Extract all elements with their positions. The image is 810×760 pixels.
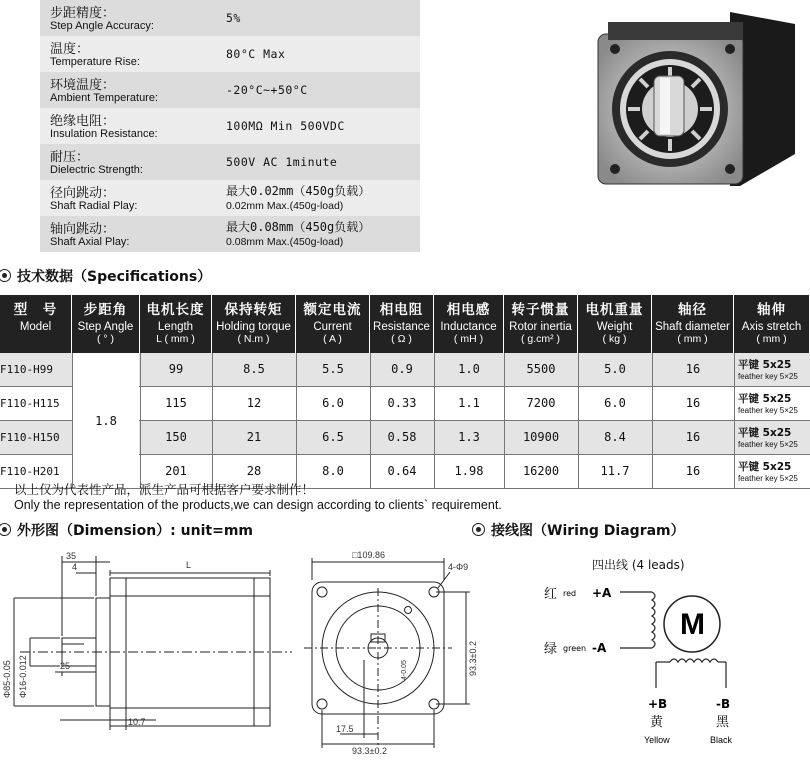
spec-value: 100MΩ Min 500VDC <box>226 119 345 133</box>
cell-step-angle: 1.8 <box>73 353 139 488</box>
header-unit: ( ° ) <box>96 333 115 345</box>
note-en: Only the representation of the products,we can design according to clients` requirement. <box>14 498 502 512</box>
grid-line <box>296 353 297 489</box>
spec-label-cn: 步距精度： <box>50 6 116 21</box>
header-cn: 相电感 <box>446 302 491 317</box>
spec-label-en: Temperature Rise: <box>50 56 140 68</box>
column-header <box>140 295 212 353</box>
grid-line <box>504 353 505 489</box>
red-cn: 红 <box>544 587 558 602</box>
spec-label-cn: 轴向跳动： <box>50 222 116 237</box>
column-header <box>504 295 578 353</box>
header-cn: 型 号 <box>13 302 58 317</box>
header-unit: ( g.cm² ) <box>520 333 561 345</box>
header-unit: L ( mm ) <box>156 333 195 345</box>
black-cn: 黑 <box>716 715 730 730</box>
cell-resistance: 0.64 <box>387 464 417 478</box>
spec-label-en: Insulation Resistance: <box>50 128 158 140</box>
header-cn: 轴伸 <box>757 302 786 317</box>
a-minus: -A <box>592 641 607 655</box>
dimension-title: 外形图（Dimension）: unit=mm <box>0 520 253 540</box>
cell-axis-stretch <box>734 455 810 488</box>
spec-value: 500V AC 1minute <box>226 155 338 169</box>
column-header <box>0 295 72 353</box>
header-en: Resistance <box>373 321 430 333</box>
key-en: feather key 5×25 <box>738 474 798 483</box>
spec-value-en: 0.02mm Max.(450g-load) <box>226 200 344 212</box>
spec-label-cn: 环境温度： <box>50 78 116 93</box>
dim-d16: Φ16-0.012 <box>18 655 28 698</box>
general-spec-row <box>40 180 420 216</box>
cell-axis-stretch <box>734 421 810 454</box>
column-header <box>652 295 734 353</box>
side-view-drawing <box>0 548 300 760</box>
green-en: green <box>563 644 587 653</box>
yellow-cn: 黄 <box>650 715 664 730</box>
cell-torque: 21 <box>246 430 262 444</box>
cell-shaft: 16 <box>685 464 701 478</box>
cell-shaft: 16 <box>685 430 701 444</box>
cell-model: F110-H150 <box>0 431 60 444</box>
wiring-subtitle: 四出线 (4 leads) <box>592 558 685 572</box>
a-plus: +A <box>592 586 612 600</box>
motor-symbol: M <box>680 608 705 641</box>
header-unit: ( kg ) <box>602 333 627 345</box>
header-en: Inductance <box>440 321 497 333</box>
header-cn: 相电阻 <box>379 302 424 317</box>
key-cn: 平键 5x25 <box>738 427 792 439</box>
spec-value: 80°C Max <box>226 47 286 61</box>
header-en: Shaft diameter <box>655 321 730 333</box>
cell-inertia: 7200 <box>526 396 556 410</box>
column-header <box>296 295 370 353</box>
spec-value-en: 0.08mm Max.(450g-load) <box>226 236 344 248</box>
spec-value: 最大0.02mm（450g负载） <box>226 184 371 198</box>
header-unit: ( mH ) <box>453 333 484 345</box>
dim-93-h: 93.3±0.2 <box>352 746 387 756</box>
spec-label-cn: 径向跳动： <box>50 186 116 201</box>
front-view-drawing <box>300 548 490 760</box>
grid-line <box>578 353 579 489</box>
key-cn: 平键 5x25 <box>738 393 792 405</box>
dim-holes: 4-Φ9 <box>448 562 469 572</box>
black-en: Black <box>710 735 733 745</box>
cell-current: 5.5 <box>322 362 344 376</box>
dim-93-v: 93.3±0.2 <box>468 641 478 676</box>
spec-value: 最大0.08mm（450g负载） <box>226 220 371 234</box>
cell-model: F110-H115 <box>0 397 60 410</box>
spec-label-cn: 耐压： <box>50 150 90 165</box>
spec-label-en: Shaft Radial Play: <box>50 200 138 212</box>
cell-current: 8.0 <box>322 464 344 478</box>
cell-resistance: 0.9 <box>391 362 413 376</box>
header-en: Rotor inertia <box>509 321 572 333</box>
dim-25: 25 <box>60 661 71 671</box>
cell-weight: 11.7 <box>600 464 630 478</box>
cell-torque: 8.5 <box>243 362 265 376</box>
column-header <box>434 295 504 353</box>
column-header <box>370 295 434 353</box>
header-unit: ( mm ) <box>677 333 708 345</box>
grid-line <box>140 353 141 489</box>
header-cn: 步距角 <box>83 302 128 317</box>
header-en: Holding torque <box>216 321 291 333</box>
header-en: Length <box>157 321 194 333</box>
grid-line <box>212 353 213 489</box>
dim-keyway: 4-0.05 <box>401 660 408 680</box>
grid-line <box>734 353 735 489</box>
cell-length: 99 <box>168 362 184 376</box>
cell-inductance: 1.1 <box>458 396 480 410</box>
header-cn: 保持转矩 <box>224 302 283 317</box>
grid-line <box>652 353 653 489</box>
header-cn: 额定电流 <box>303 302 362 317</box>
red-en: red <box>563 589 577 598</box>
spec-label-en: Dielectric Strength: <box>50 164 143 176</box>
column-header <box>72 295 140 353</box>
header-en: Axis stretch <box>741 321 802 333</box>
cell-inertia: 5500 <box>526 362 556 376</box>
cell-inductance: 1.98 <box>454 464 484 478</box>
key-cn: 平键 5x25 <box>738 461 792 473</box>
dim-4: 4 <box>72 562 78 572</box>
header-en: Current <box>313 321 352 333</box>
bullet-icon <box>0 523 11 536</box>
cell-inertia: 10900 <box>522 430 560 444</box>
cell-weight: 6.0 <box>604 396 626 410</box>
header-unit: ( N.m ) <box>237 333 270 345</box>
general-spec-row <box>40 216 420 252</box>
general-spec-row <box>40 36 420 72</box>
key-en: feather key 5×25 <box>738 440 798 449</box>
cell-model: F110-H201 <box>0 465 60 478</box>
spec-label-en: Ambient Temperature: <box>50 92 159 104</box>
spec-section-title: 技术数据（Specifications） <box>0 266 211 286</box>
b-plus: +B <box>648 697 668 711</box>
cell-length: 201 <box>165 464 187 478</box>
cell-inductance: 1.0 <box>458 362 480 376</box>
column-header <box>212 295 296 353</box>
cell-axis-stretch <box>734 353 810 386</box>
dim-square: □109.86 <box>352 550 385 560</box>
header-en: Weight <box>596 321 633 333</box>
dim-17-5: 17.5 <box>336 724 354 734</box>
column-header <box>578 295 652 353</box>
dim-35: 35 <box>66 551 77 561</box>
spec-label-en: Shaft Axial Play: <box>50 236 130 248</box>
cell-model: F110-H99 <box>0 363 53 376</box>
header-en: Step Angle <box>77 321 134 333</box>
header-unit: ( Ω ) <box>391 333 412 345</box>
b-minus: -B <box>716 697 731 711</box>
cell-axis-stretch <box>734 387 810 420</box>
wiring-title: 接线图（Wiring Diagram） <box>472 520 685 540</box>
cell-weight: 8.4 <box>604 430 626 444</box>
general-spec-row <box>40 144 420 180</box>
motor-photo <box>590 4 800 190</box>
header-cn: 轴径 <box>678 302 707 317</box>
cell-torque: 28 <box>246 464 262 478</box>
header-en: Model <box>19 321 52 333</box>
header-cn: 电机长度 <box>146 302 205 317</box>
general-spec-row <box>40 72 420 108</box>
key-cn: 平键 5x25 <box>738 359 792 371</box>
spec-value: -20°C~+50°C <box>226 83 308 97</box>
spec-label-cn: 绝缘电阻： <box>50 114 116 129</box>
cell-resistance: 0.58 <box>387 430 417 444</box>
header-cn: 电机重量 <box>585 302 644 317</box>
spec-label-en: Step Angle Accuracy: <box>50 20 154 32</box>
column-header <box>734 295 810 353</box>
cell-shaft: 16 <box>685 396 701 410</box>
cell-shaft: 16 <box>685 362 701 376</box>
note-cn: 以上仅为代表性产品，派生产品可根据客户要求制作！ <box>14 482 315 497</box>
dim-d85: Φ85-0.05 <box>2 660 12 698</box>
cell-inertia: 16200 <box>522 464 560 478</box>
header-cn: 转子惯量 <box>511 302 570 317</box>
key-en: feather key 5×25 <box>738 372 798 381</box>
cell-weight: 5.0 <box>604 362 626 376</box>
cell-length: 115 <box>165 396 187 410</box>
cell-inductance: 1.3 <box>458 430 480 444</box>
spec-value: 5% <box>226 11 241 25</box>
grid-line <box>434 353 435 489</box>
cell-resistance: 0.33 <box>387 396 417 410</box>
grid-line <box>370 353 371 489</box>
key-en: feather key 5×25 <box>738 406 798 415</box>
header-unit: ( A ) <box>323 333 342 345</box>
general-spec-row <box>40 0 420 36</box>
cell-length: 150 <box>165 430 187 444</box>
cell-current: 6.0 <box>322 396 344 410</box>
yellow-en: Yellow <box>644 735 670 745</box>
wiring-diagram <box>530 576 800 760</box>
bullet-icon <box>472 523 485 536</box>
dim-10-7: 10.7 <box>128 717 146 727</box>
green-cn: 绿 <box>544 642 558 657</box>
grid-line <box>72 353 73 489</box>
general-spec-row <box>40 108 420 144</box>
cell-current: 6.5 <box>322 430 344 444</box>
dim-L: L <box>186 560 192 570</box>
cell-torque: 12 <box>246 396 262 410</box>
spec-label-cn: 温度： <box>50 42 90 57</box>
bullet-icon <box>0 269 11 282</box>
header-unit: ( mm ) <box>756 333 787 345</box>
